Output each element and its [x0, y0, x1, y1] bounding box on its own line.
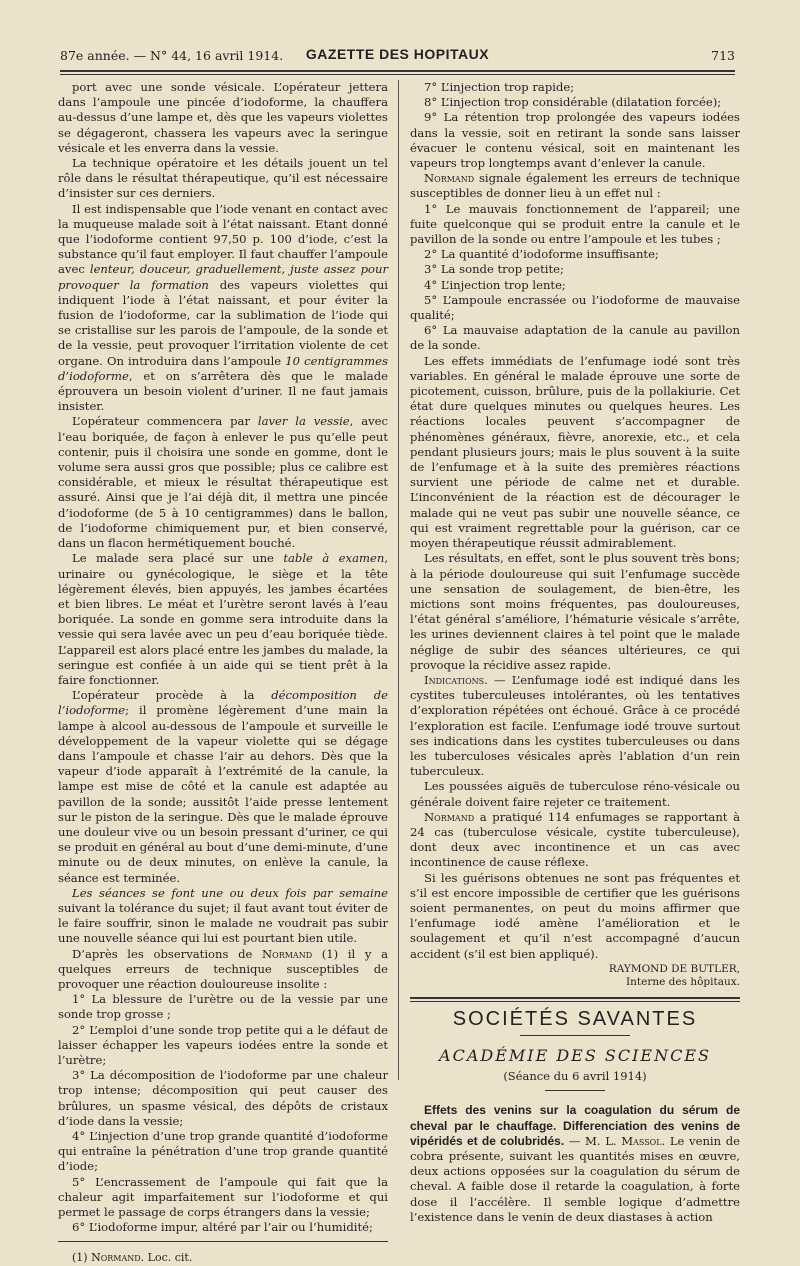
signature-name: RAYMOND DE BUTLER, — [608, 962, 740, 975]
list-item: 3° La décomposition de l’iodoforme par une chaleur trop intense; décomposition qui peut causer des brûlures, un spasme vésical, des dépôts de cristaux d’iode dans la vessie; — [58, 1068, 388, 1128]
column-divider — [398, 80, 399, 1080]
paragraph: Les effets immédiats de l’enfumage iodé sont très variables. En général le malade éprouve une sorte de picotement, cuisson, brûlure, puis de la pollakiurie. Cet état dure quelques minutes ou quelques heures. Les réactions locales peuvent s’accompagner de phénomènes généraux, fièvre, anorexie, etc., et cela pendant plusieurs jours; mais le plus souvent à la suite de l’enfumage et à la suite des premières réactions survient une période de calme net et durable. L’inconvénient de la réaction est de décourager le malade qui ne veut pas subir une nouvelle séance, ce qui est vraiment regrettable pour la guérison, car ce moyen thérapeutique réussit admirablement. — [410, 353, 740, 551]
list-item: 8° L’injection trop considérable (dilatation forcée); — [424, 95, 722, 110]
title-rule — [520, 1035, 630, 1036]
paragraph: Si les guérisons obtenues ne sont pas fréquentes et s’il est encore impossible de certifier que les guérisons soient permanentes, on peut du moins affirmer que l’enfumage iodé amène l’amélioration et le soulagement et qu’il n’est accompagné d’aucun accident (s’il est bien appliqué). — [410, 870, 740, 961]
paragraph: L’opérateur commencera par laver la vessie, avec l’eau boriquée, de façon à enlever le pus qu’elle peut contenir, puis il choisira une sonde en gomme, dont le volume sera aussi gros que possible; plus ce calibre est considérable, et mieux le résultat thérapeutique est assuré. Ainsi que je l’ai déjà dit, il mettra une pincée d’iodoforme (de 5 à 10 centigrammes) dans le ballon, de l’iodoforme chimiquement pur, et bien conservé, dans un flacon hermétiquement bouché. — [58, 414, 389, 551]
list-item: 6° L’iodoforme impur, altéré par l’air ou l’humidité; — [72, 1220, 373, 1235]
list-item: 3° La sonde trop petite; — [424, 262, 564, 277]
list-item: 5° L’ampoule encrassée ou l’iodoforme de mauvaise qualité; — [410, 292, 740, 323]
paragraph: Indications. — L’enfumage iodé est indiqué dans les cystites tuberculeuses intolérantes, où les tentatives d’exploration répétées ont échoué. Grâce à ce procédé l’exploration est facile. L’enfumage iodé trouve surtout ses indications dans les cystites tuberculeuses ou dans les tuberculoses vésicales après l’ablation d’un rein tuberculeux. — [410, 672, 740, 779]
article-paragraph: Effets des venins sur la coagulation du sérum de cheval par le chauffage. Differenciation des venins de vipéridés et de colubridés. — M. L. Massol. Le venin de cobra présente, suivant les quantités mises en œuvre, deux actions opposées sur la coagulation du sérum de cheval. A faible dose il retarde la coagulation, à forte dose il l’accélère. Il semble logique d’admettre l’existence dans le venin de deux diastases à action — [410, 1103, 740, 1224]
section-rule — [410, 997, 740, 999]
footnote-rule — [58, 1241, 388, 1242]
signature-role: Interne des hôpitaux. — [625, 975, 740, 988]
list-item: 1° Le mauvais fonctionnement de l’appareil; une fuite quelconque qui se produit entre la canule et le pavillon de la sonde ou entre l’ampoule et les tubes ; — [410, 201, 740, 247]
paragraph: Normand a pratiqué 114 enfumages se rapportant à 24 cas (tuberculose vésicale, cystite tuberculeuse), dont deux avec incontinence et un cas avec incontinence de cause réflexe. — [410, 809, 740, 870]
article-author: Massol — [621, 1133, 662, 1148]
list-item: 1° La blessure de l’urètre ou de la vessie par une sonde trop grosse ; — [58, 992, 388, 1022]
paragraph: L’opérateur procède à la décomposition de l’iodoforme; il promène légèrement d’une main la lampe à alcool au-dessous de l’ampoule et surveille le développement de la vapeur violette qui se dégage dans l’ampoule et chasse l’air au dehors. Dès que la vapeur d’iode apparaît à l’extrémité de la canule, la lampe est mise de côté et la canule est adaptée au pavillon de la sonde; aussitôt l’aide presse lentement sur le piston de la seringue. Dès que le malade éprouve une douleur vive ou un besoin pressant d’uriner, ce qui se produit en général au bout d’une demi-minute, d’une minute ou de deux minutes, on enlève la canule, la séance est terminée. — [58, 688, 388, 885]
paragraph: La technique opératoire et les détails jouent un tel rôle dans le résultat thérapeutique, qu’il est nécessaire d’insister sur ces derniers. — [58, 156, 388, 201]
list-item: 6° La mauvaise adaptation de la canule au pavillon de la sonde. — [410, 323, 740, 353]
journal-title: GAZETTE DES HOPITAUX — [305, 46, 490, 62]
issue-info: 87e année. — N° 44, 16 avril 1914. — [60, 48, 284, 63]
header-rule — [60, 70, 735, 72]
list-item: 4° L’injection d’une trop grande quantité d’iodoforme qui entraîne la pénétration d’une trop grande quantité d’iode; — [58, 1129, 388, 1174]
list-item: 7° L’injection trop rapide; — [424, 80, 575, 94]
paragraph: D’après les observations de Normand (1) il y a quelques erreurs de technique susceptibles de provoquer une réaction douloureuse insolite : — [58, 946, 388, 991]
page-number: 713 — [711, 48, 735, 63]
paragraph: port avec une sonde vésicale. L’opérateur jettera dans l’ampoule une pincée d’iodoforme, la chauffera au-dessus d’une lampe et, dès que les vapeurs violettes se dégageront, chassera les vapeurs avec la seringue vésicale et les enverra dans la vessie. — [58, 80, 388, 155]
section-title: SOCIÉTÉS SAVANTES — [452, 1007, 698, 1030]
session-date: (Séance du 6 avril 1914) — [503, 1069, 647, 1084]
author-signature — [410, 963, 740, 989]
header-rule-thin — [60, 74, 735, 75]
list-item: 5° L’encrassement de l’ampoule qui fait que la chaleur agit imparfaitement sur l’iodoforme et qui permet le passage de corps étrangers dans la vessie; — [58, 1174, 388, 1220]
session-rule — [545, 1090, 605, 1091]
paragraph: Les séances se font une ou deux fois par semaine suivant la tolérance du sujet; il faut avant tout éviter de le faire souffrir, sinon le malade ne voudrait pas subir une nouvelle séance qui lui est pourtant bien utile. — [58, 885, 388, 946]
list-item: 4° L’injection trop lente; — [424, 277, 566, 292]
footnote: (1) Normand. Loc. cit. — [72, 1251, 193, 1265]
article-title: Effets des venins sur la coagulation du sérum de cheval par le chauffage. Differenciation des venins de vipéridés et de colubridés. — [410, 1103, 740, 1148]
paragraph: Normand signale également les erreurs de technique susceptibles de donner lieu à un effet nul : — [410, 171, 740, 201]
paragraph: Le malade sera placé sur une table à examen, urinaire ou gynécologique, le siège et la tête légèrement élevés, bien appuyés, les jambes écartées et bien libres. Le méat et l’urètre seront lavés à l’eau boriquée. La sonde en gomme sera introduite dans la vessie qui sera lavée avec un peu d’eau boriquée tiède. L’appareil est alors placé entre les jambes du malade, la seringue est confiée à un aide qui se tient prêt à la faire fonctionner. — [58, 551, 388, 687]
left-column — [58, 80, 388, 1266]
running-header — [60, 44, 735, 68]
paragraph: Il est indispensable que l’iode venant en contact avec la muqueuse malade soit à l’état naissant. Etant donné que l’iodoforme contient 97,50 p. 100 d’iode, c’est la substance qu’il faut employer. Il faut chauffer l’ampoule avec lenteur, douceur, graduellement, juste assez pour provoquer la formation des vapeurs violettes qui indiquent l’iode à l’état naissant, et pour éviter la fusion de l’iodoforme, car la sublimation de l’iode qui se cristallise sur les parois de l’ampoule, de la sonde et de la vessie, peut provoquer l’irritation violente de cet organe. On introduira dans l’ampoule 10 centigrammes d’iodoforme, et on s’arrêtera dès que le malade éprouvera un besoin violent d’uriner. Il ne faut jamais insister. — [58, 201, 388, 414]
paragraph: Les résultats, en effet, sont le plus souvent très bons; à la période douloureuse qui suit l’enfumage succède une sensation de soulagement, de bien-être, les mictions sont moins fréquentes, pas douloureuses, l’état général s’améliore, l’hématurie vésicale s’arrête, les urines deviennent claires à tel point que le malade néglige de subir des séances ultérieures, ce qui provoque la récidive assez rapide. — [410, 551, 740, 672]
paragraph: Les poussées aiguës de tuberculose réno-vésicale ou générale doivent faire rejeter ce traitement. — [410, 779, 740, 809]
list-item: 2° L’emploi d’une sonde trop petite qui a le défaut de laisser échapper les vapeurs iodées entre la sonde et l’urètre; — [58, 1022, 388, 1067]
right-column — [410, 80, 740, 1225]
list-item: 9° La rétention trop prolongée des vapeurs iodées dans la vessie, soit en retirant la sonde sans laisser évacuer le contenu vésical, soit en maintenant les vapeurs trop longtemps avant d’enlever la canule. — [410, 110, 740, 171]
list-item: 2° La quantité d’iodoforme insuffisante; — [424, 247, 659, 262]
academy-heading: ACADÉMIE DES SCIENCES — [439, 1045, 711, 1065]
section-rule-thin — [410, 1001, 740, 1002]
